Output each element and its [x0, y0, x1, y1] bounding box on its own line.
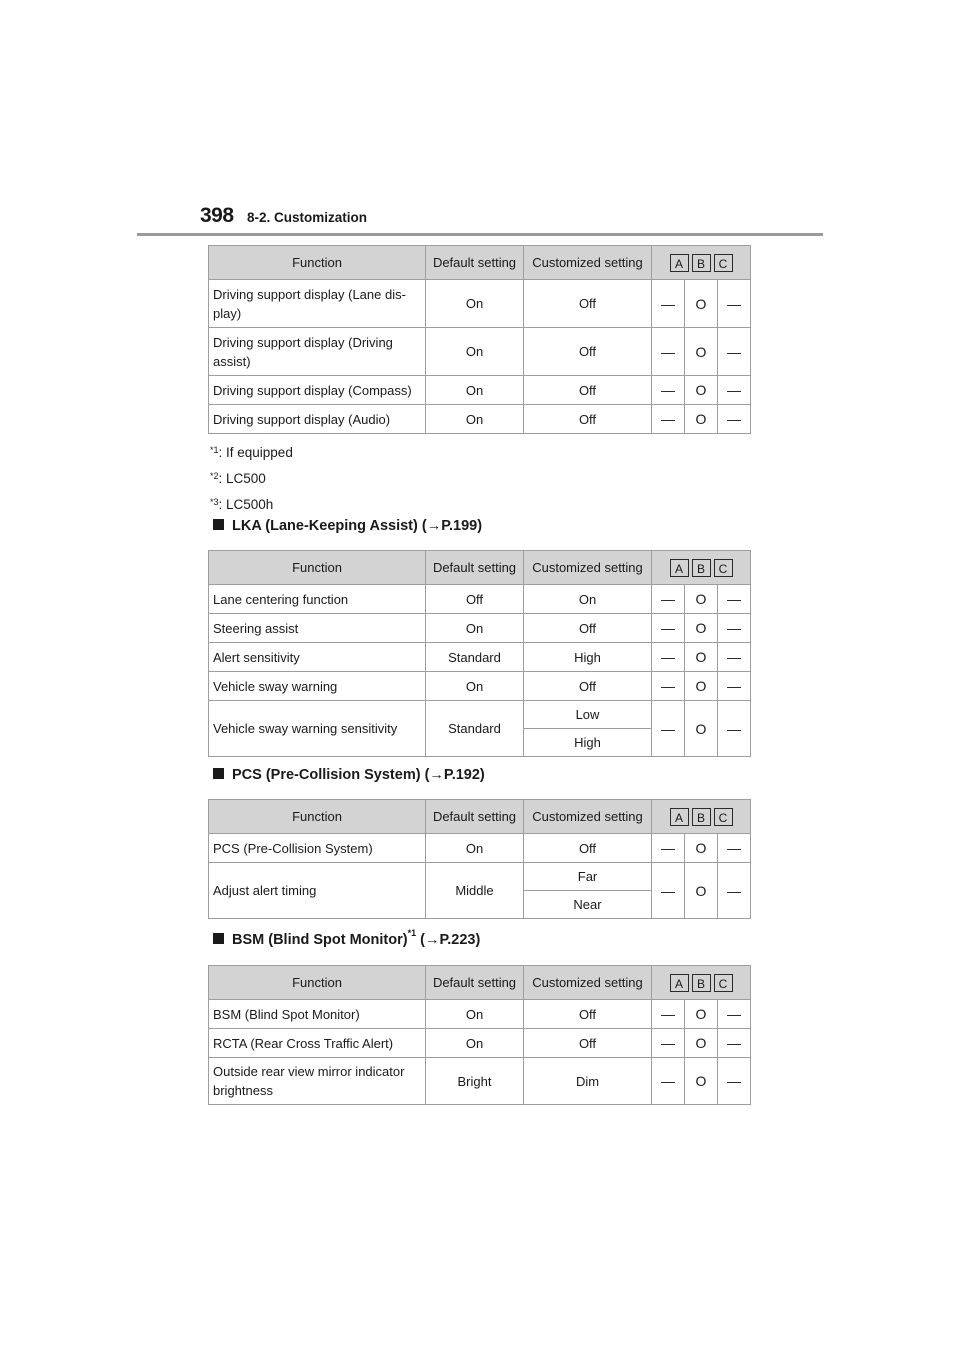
customized-cell: Near — [524, 891, 652, 919]
column-b-box: B — [692, 559, 711, 577]
section-title: BSM (Blind Spot Monitor) — [232, 932, 408, 948]
customized-cell: Off — [524, 376, 652, 405]
customized-cell: High — [524, 729, 652, 757]
mark-a: — — [652, 643, 685, 672]
mark-c: — — [718, 1029, 751, 1058]
customized-cell: Off — [524, 280, 652, 328]
default-cell: On — [426, 328, 524, 376]
function-cell: Vehicle sway warning sensitivity — [209, 701, 426, 757]
column-function: Function — [209, 551, 426, 585]
mark-c: — — [718, 280, 751, 328]
default-cell: On — [426, 280, 524, 328]
mark-a: — — [652, 328, 685, 376]
column-c-box: C — [714, 974, 733, 992]
column-function: Function — [209, 966, 426, 1000]
mark-a: — — [652, 701, 685, 757]
customized-cell: Far — [524, 863, 652, 891]
square-bullet-icon — [213, 519, 224, 530]
footnote-text: : LC500 — [218, 471, 266, 486]
column-customized: Customized setting — [524, 966, 652, 1000]
mark-b: O — [685, 643, 718, 672]
mark-b: O — [685, 701, 718, 757]
mark-c: — — [718, 376, 751, 405]
table-header-row — [209, 246, 751, 280]
page-reference: (→P.223) — [416, 932, 481, 948]
mark-a: — — [652, 280, 685, 328]
customized-cell: High — [524, 643, 652, 672]
mark-a: — — [652, 1029, 685, 1058]
default-cell: On — [426, 614, 524, 643]
mark-b: O — [685, 834, 718, 863]
column-default: Default setting — [426, 246, 524, 280]
column-a-box: A — [670, 808, 689, 826]
column-b-box: B — [692, 254, 711, 272]
mark-a: — — [652, 672, 685, 701]
footnote-mark: *1 — [210, 445, 219, 455]
function-cell: RCTA (Rear Cross Traffic Alert) — [209, 1029, 426, 1058]
mark-a: — — [652, 376, 685, 405]
footnote-text: : LC500h — [218, 497, 274, 512]
footnote-mark: *3 — [210, 497, 219, 507]
column-abc — [652, 966, 751, 1000]
customized-cell: Low — [524, 701, 652, 729]
footnotes — [210, 440, 293, 518]
footnote — [210, 492, 293, 518]
mark-c: — — [718, 614, 751, 643]
column-function: Function — [209, 800, 426, 834]
mark-a: — — [652, 1000, 685, 1029]
mark-b: O — [685, 376, 718, 405]
customized-cell: Off — [524, 405, 652, 434]
function-cell: Driving support display (Audio) — [209, 405, 426, 434]
mark-b: O — [685, 672, 718, 701]
customized-cell: Dim — [524, 1058, 652, 1105]
mark-a: — — [652, 863, 685, 919]
mark-a: — — [652, 614, 685, 643]
column-default: Default setting — [426, 551, 524, 585]
footnote-mark: *2 — [210, 471, 219, 481]
table-row — [209, 280, 751, 328]
mark-c: — — [718, 834, 751, 863]
lka-table — [208, 550, 751, 757]
mark-b: O — [685, 280, 718, 328]
mark-b: O — [685, 1029, 718, 1058]
column-customized: Customized setting — [524, 800, 652, 834]
mark-a: — — [652, 1058, 685, 1105]
table-row — [209, 376, 751, 405]
function-cell: Steering assist — [209, 614, 426, 643]
column-customized: Customized setting — [524, 246, 652, 280]
customized-cell: Off — [524, 1000, 652, 1029]
table-row — [209, 585, 751, 614]
footnote — [210, 466, 293, 492]
function-cell: Driving support display (Lane dis-play) — [209, 280, 426, 328]
function-cell: Alert sensitivity — [209, 643, 426, 672]
customized-cell: Off — [524, 328, 652, 376]
table-row — [209, 643, 751, 672]
mark-b: O — [685, 1000, 718, 1029]
mark-c: — — [718, 328, 751, 376]
default-cell: On — [426, 376, 524, 405]
default-cell: Standard — [426, 643, 524, 672]
column-abc — [652, 551, 751, 585]
default-cell: On — [426, 672, 524, 701]
default-cell: Off — [426, 585, 524, 614]
mark-a: — — [652, 405, 685, 434]
function-cell: Adjust alert timing — [209, 863, 426, 919]
function-cell: BSM (Blind Spot Monitor) — [209, 1000, 426, 1029]
function-cell: PCS (Pre-Collision System) — [209, 834, 426, 863]
table-row — [209, 614, 751, 643]
section-heading-bsm — [213, 928, 481, 948]
table-header-row — [209, 966, 751, 1000]
footnote — [210, 440, 293, 466]
column-customized: Customized setting — [524, 551, 652, 585]
table-row — [209, 1000, 751, 1029]
mark-b: O — [685, 585, 718, 614]
function-cell: Driving support display (Driving assist) — [209, 328, 426, 376]
column-c-box: C — [714, 808, 733, 826]
table-header-row — [209, 551, 751, 585]
customized-cell: On — [524, 585, 652, 614]
column-a-box: A — [670, 559, 689, 577]
header-rule — [137, 233, 823, 236]
default-cell: On — [426, 405, 524, 434]
mark-c: — — [718, 405, 751, 434]
square-bullet-icon — [213, 933, 224, 944]
column-a-box: A — [670, 254, 689, 272]
column-a-box: A — [670, 974, 689, 992]
section-title: PCS (Pre-Collision System) (→P.192) — [232, 767, 485, 783]
table-row — [209, 834, 751, 863]
default-cell: On — [426, 1029, 524, 1058]
default-cell: Middle — [426, 863, 524, 919]
section-heading-pcs — [213, 767, 485, 783]
default-cell: On — [426, 1000, 524, 1029]
mark-c: — — [718, 643, 751, 672]
driving-support-table — [208, 245, 751, 434]
mark-a: — — [652, 585, 685, 614]
customized-cell: Off — [524, 1029, 652, 1058]
customized-cell: Off — [524, 672, 652, 701]
table-row — [209, 863, 751, 891]
section-heading-lka — [213, 518, 482, 534]
function-cell: Lane centering function — [209, 585, 426, 614]
square-bullet-icon — [213, 768, 224, 779]
customized-cell: Off — [524, 834, 652, 863]
column-b-box: B — [692, 974, 711, 992]
mark-b: O — [685, 863, 718, 919]
mark-b: O — [685, 1058, 718, 1105]
default-cell: On — [426, 834, 524, 863]
table-row — [209, 1029, 751, 1058]
column-default: Default setting — [426, 966, 524, 1000]
footnote-ref: *1 — [407, 928, 417, 938]
mark-a: — — [652, 834, 685, 863]
column-abc — [652, 246, 751, 280]
mark-b: O — [685, 614, 718, 643]
mark-c: — — [718, 585, 751, 614]
table-row — [209, 701, 751, 729]
default-cell: Standard — [426, 701, 524, 757]
table-row — [209, 405, 751, 434]
function-cell: Outside rear view mirror indicator brightness — [209, 1058, 426, 1105]
page-number: 398 — [200, 204, 234, 227]
function-cell: Vehicle sway warning — [209, 672, 426, 701]
column-c-box: C — [714, 559, 733, 577]
bsm-table — [208, 965, 751, 1105]
column-b-box: B — [692, 808, 711, 826]
footnote-text: : If equipped — [218, 445, 293, 460]
table-row — [209, 1058, 751, 1105]
default-cell: Bright — [426, 1058, 524, 1105]
table-header-row — [209, 800, 751, 834]
column-default: Default setting — [426, 800, 524, 834]
mark-b: O — [685, 328, 718, 376]
table-row — [209, 328, 751, 376]
section-label: 8-2. Customization — [247, 210, 368, 225]
column-abc — [652, 800, 751, 834]
column-function: Function — [209, 246, 426, 280]
mark-c: — — [718, 672, 751, 701]
function-cell: Driving support display (Compass) — [209, 376, 426, 405]
mark-c: — — [718, 701, 751, 757]
mark-c: — — [718, 1000, 751, 1029]
section-title: LKA (Lane-Keeping Assist) (→P.199) — [232, 518, 483, 534]
column-c-box: C — [714, 254, 733, 272]
pcs-table — [208, 799, 751, 919]
table-row — [209, 672, 751, 701]
mark-b: O — [685, 405, 718, 434]
mark-c: — — [718, 1058, 751, 1105]
customized-cell: Off — [524, 614, 652, 643]
mark-c: — — [718, 863, 751, 919]
